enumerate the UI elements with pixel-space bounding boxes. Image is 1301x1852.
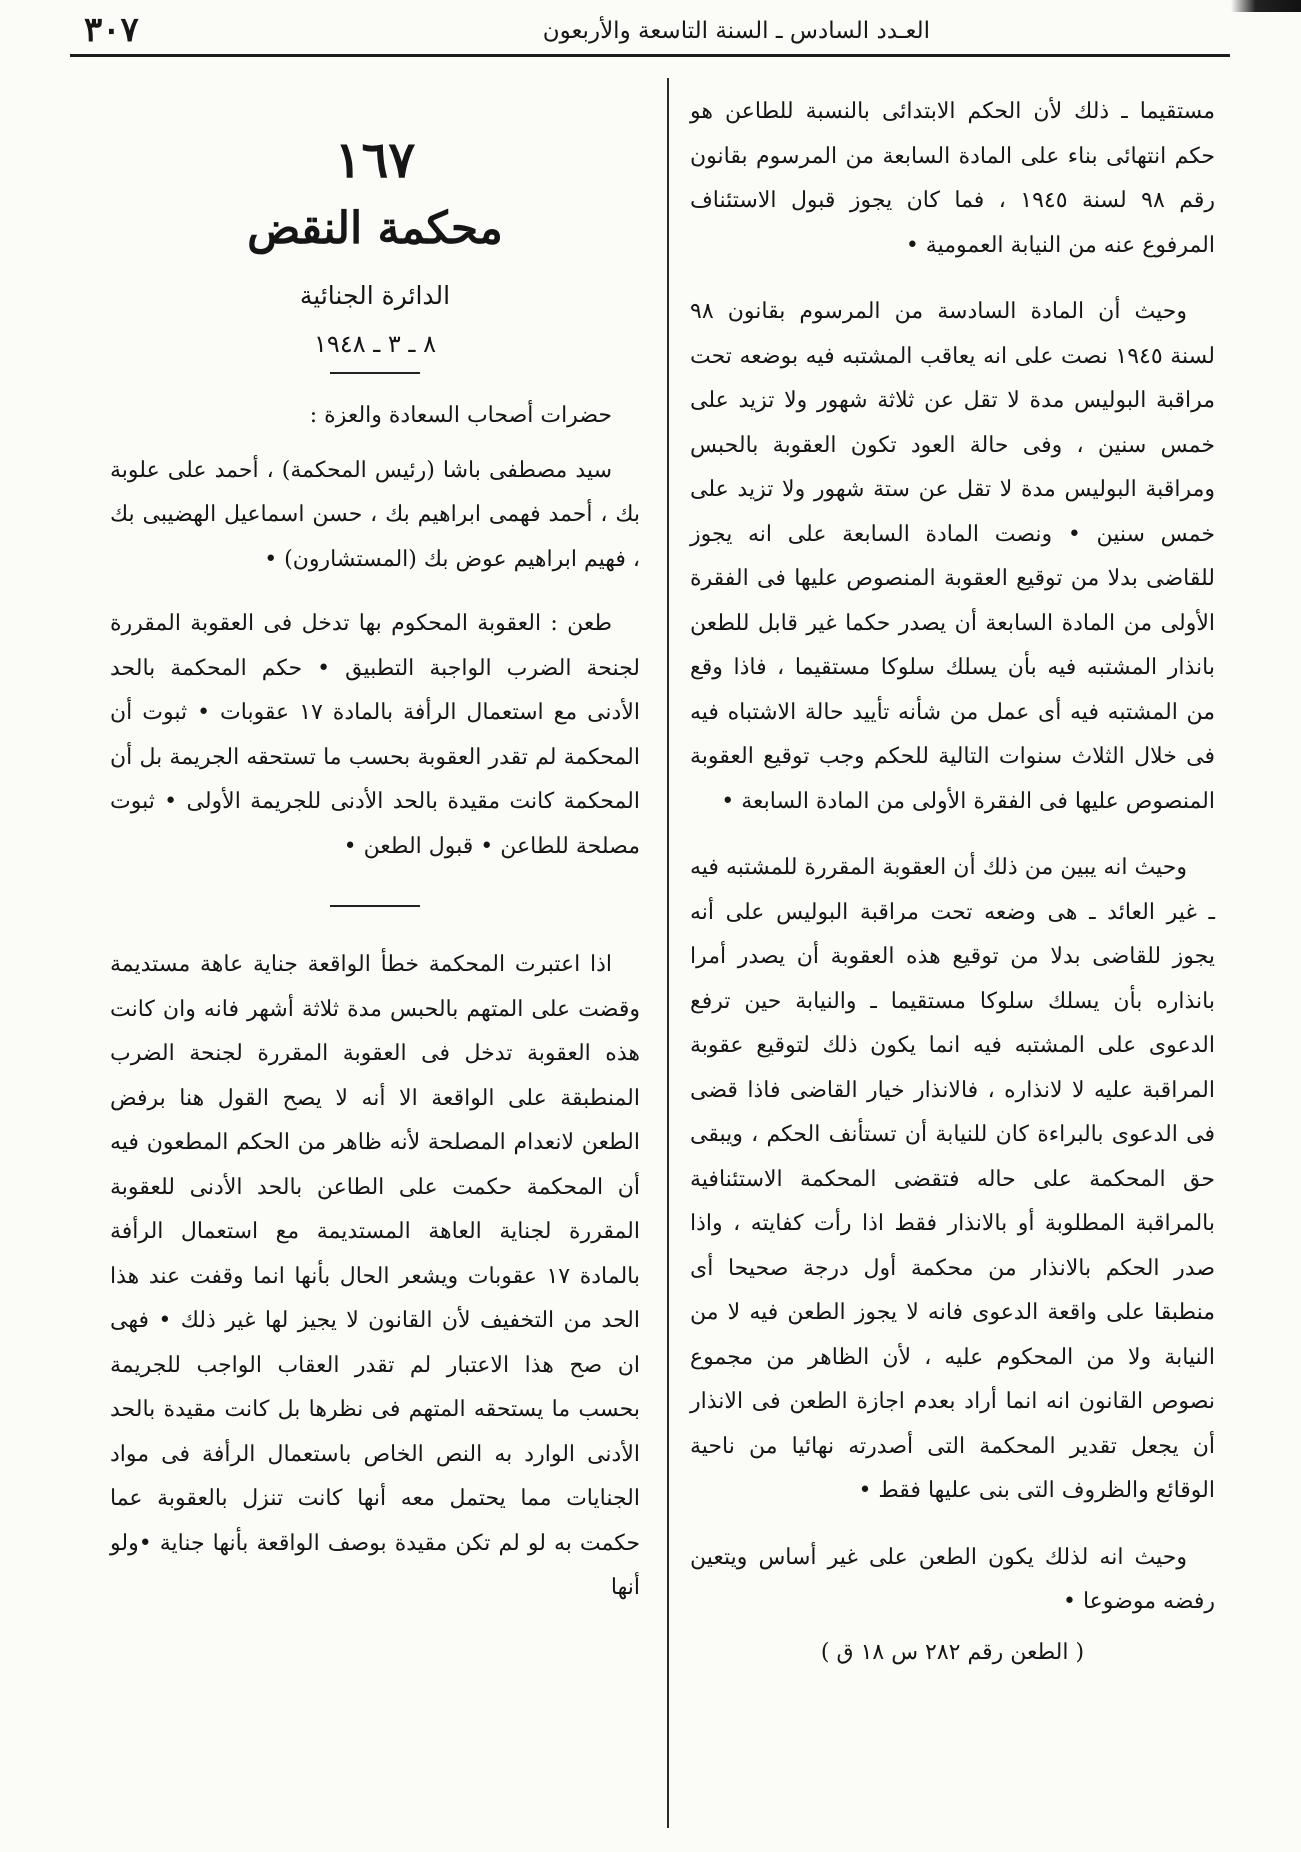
running-title: العـدد السادس ـ السنة التاسعة والأربعون (542, 18, 930, 44)
ruling-text: اذا اعتبرت المحكمة خطأ الواقعة جناية عاهة مستديمة وقضت على المتهم بالحبس مدة ثلاثة أشهر فانه وان كانت هذه العقوبة تدخل فى العقوبة المقررة لجنحة الضرب المنطبقة على الواقعة الا أنه لا يصح القول هنا برفض الطعن لانعدام المصلحة لأنه ظاهر من الحكم المطعون فيه أن المحكمة حكمت على الطاعن بالحد الأدنى للعقوبة المقررة لجناية العاهة المستديمة مع استعمال الرأفة بالمادة ١٧ عقوبات ويشعر الحال بأنها انما وقفت عند هذا الحد من التخفيف لأن القانون لا يجيز لها غير ذلك • فهى ان صح هذا الاعتبار لم تقدر العقاب الواجب للجريمة بحسب ما يستحقه المتهم فى نظرها بل كانت مقيدة بالحد الأدنى الوارد به النص الخاص باستعمال الرأفة فى مواد الجنايات مما يحتمل معه أنها كانت تنزل بالعقوبة عما حكمت به لو لم تكن مقيدة بوصف الواقعة بأنها جناية •ولو أنها (110, 952, 640, 1600)
paragraph-2: وحيث أن المادة السادسة من المرسوم بقانون ٩٨ لسنة ١٩٤٥ نصت على انه يعاقب المشتبه فيه بوضعه تحت مراقبة البوليس مدة لا تقل عن ثلاثة شهور ولا تزيد على خمس سنين ، وفى حالة العود تكون العقوبة بالحبس ومراقبة البوليس مدة لا تقل عن ستة شهور ولا تزيد على خمس سنين • ونصت المادة السابعة على انه يجوز للقاضى بدلا من توقيع العقوبة المنصوص عليها فى الفقرة الأولى من المادة السابعة أن يصدر حكما غير قابل للطعن بانذار المشتبه فيه بأن يسلك سلوكا مستقيما ، فاذا وقع من المشتبه فيه أى عمل من شأنه تأييد حالة الاشتباه فيه فى خلال الثلاث سنوات التالية للحكم وجب توقيع العقوبة المنصوص عليها فى الفقرة الأولى من المادة السابعة • (690, 299, 1215, 814)
justices-list: سيد مصطفى باشا (رئيس المحكمة) ، أحمد على علوبة بك ، أحمد فهمى ابراهيم بك ، حسن اسماعيل الهضيبى بك ، فهيم ابراهيم عوض بك (المستشارون) • (110, 457, 640, 572)
paragraph-3: وحيث انه يبين من ذلك أن العقوبة المقررة للمشتبه فيه ـ غير العائد ـ هى وضعه تحت مراقبة البوليس على أنه يجوز للقاضى بدلا من توقيع هذه العقوبة أن يصدر أمرا بانذاره بأن يسلك سلوكا مستقيما ـ والنيابة حين ترفع الدعوى على المشتبه فيه انما يكون ذلك لتوقيع عقوبة المراقبة عليه لا لانذاره ، فالانذار خيار القاضى فاذا قضى فى الدعوى بالبراءة كان للنيابة أن تستأنف الحكم ، ويبقى حق المحكمة على حاله فتقضى المحكمة الاستئنافية بالمراقبة المطلوبة أو بالانذار فقط اذا رأت كفايته ، واذا صدر الحكم بالانذار من محكمة أول درجة صحيحا أى منطبقا على واقعة الدعوى فانه لا يجوز الطعن فيه لا من النيابة ولا من المحكوم عليه ، لأن الظاهر من مجموع نصوص القانون انه انما أراد بعدم اجازة الطعن فى الانذار أن يجعل تقدير المحكمة التى أصدرته نهائيا من ناحية الوقائع والظروف التى بنى عليها فقط • (690, 855, 1215, 1503)
left-column (110, 130, 640, 1611)
case-summary: طعن : العقوبة المحكوم بها تدخل فى العقوبة المقررة لجنحة الضرب الواجبة التطبيق • حكم المحكمة بالحد الأدنى مع استعمال الرأفة بالمادة ١٧ عقوبات • ثبوت أن المحكمة لم تقدر العقوبة بحسب ما تستحقه الجريمة بل أن المحكمة كانت مقيدة بالحد الأدنى للجريمة الأولى • ثبوت مصلحة للطاعن • قبول الطعن • (110, 611, 641, 859)
page-number: ٣٠٧ (84, 10, 139, 50)
justices-heading: حضرات أصحاب السعادة والعزة : (309, 403, 612, 428)
column-divider (667, 78, 669, 1828)
paragraph-4: وحيث انه لذلك يكون الطعن على غير أساس ويتعين رفضه موضوعا • (690, 1544, 1215, 1614)
case-citation: ( الطعن رقم ٢٨٢ س ١٨ ق ) (820, 1639, 1085, 1665)
chamber-name: الدائرة الجنائية (299, 281, 451, 310)
ink-mark (1231, 0, 1301, 12)
session-date: ٨ ـ ٣ ـ ١٩٤٨ (314, 330, 436, 358)
divider (330, 372, 420, 374)
paragraph-1: مستقيما ـ ذلك لأن الحكم الابتدائى بالنسبة للطاعن هو حكم انتهائى بناء على المادة السابعة من المرسوم بقانون رقم ٩٨ لسنة ١٩٤٥ ، فما كان يجوز قبول الاستئناف المرفوع عنه من النيابة العمومية • (690, 99, 1216, 258)
page-header (70, 10, 1230, 57)
court-name: محكمة النقض (247, 203, 503, 254)
right-column (690, 90, 1215, 1675)
divider (330, 905, 420, 907)
case-number: ١٦٧ (334, 130, 416, 189)
